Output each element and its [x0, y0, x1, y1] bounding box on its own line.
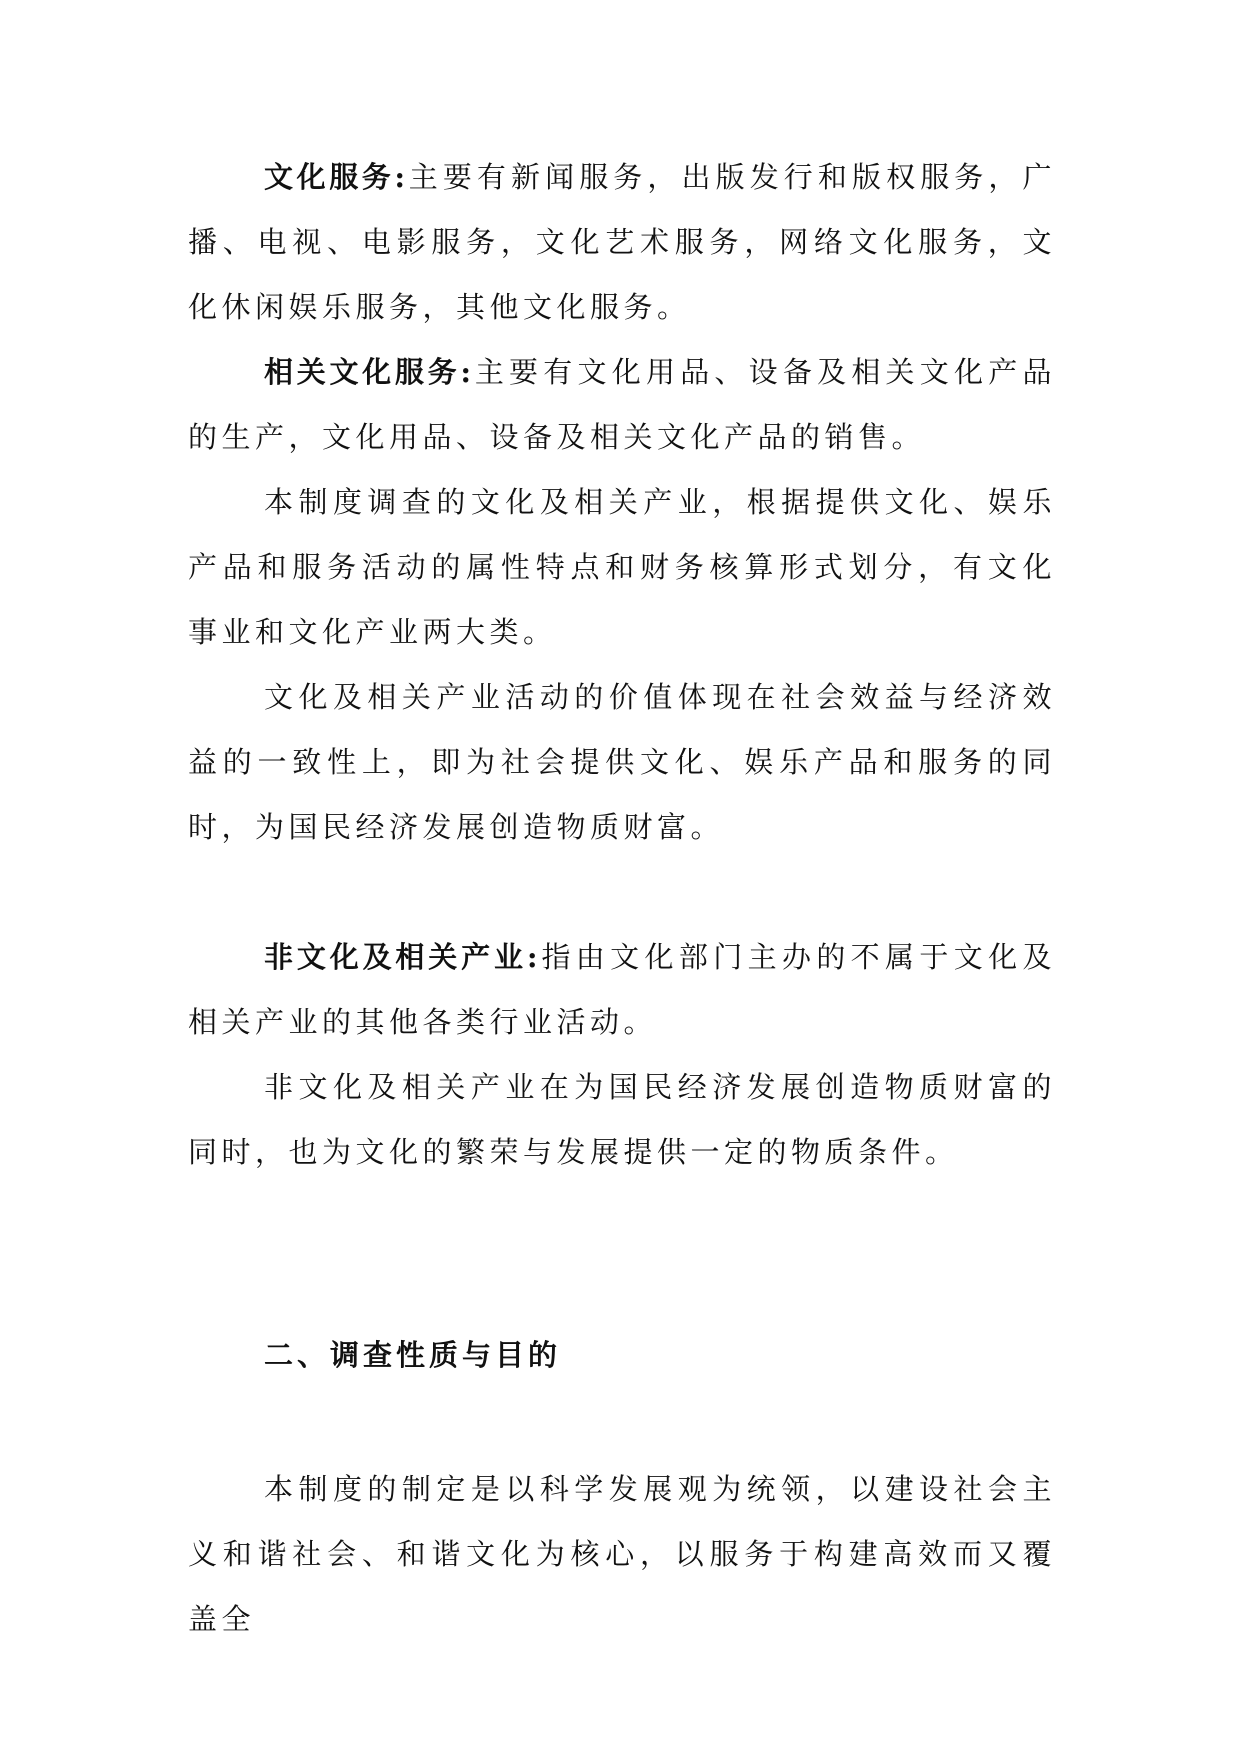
- paragraph-text: 非文化及相关产业在为国民经济发展创造物质财富的同时，也为文化的繁荣与发展提供一定的物质条件。: [188, 1070, 1056, 1169]
- paragraph-non-cultural-role: [188, 1055, 1056, 1185]
- paragraph-cultural-services: [188, 145, 1056, 340]
- term-cultural-services: 文化服务: [264, 160, 395, 194]
- paragraph-text: 主要有文化用品、设备及相关文化产品的生产，文化用品、设备及相关文化产品的销售。: [188, 355, 1056, 454]
- term-separator: :: [526, 940, 541, 974]
- term-separator: :: [394, 160, 409, 194]
- paragraph-survey-scope: [188, 470, 1056, 665]
- term-non-cultural-industries: 非文化及相关产业: [264, 940, 527, 974]
- paragraph-closing: [188, 1457, 1056, 1652]
- term-related-cultural-services: 相关文化服务: [264, 355, 461, 389]
- paragraph-text: 指由文化部门主办的不属于文化及相关产业的其他各类行业活动。: [188, 940, 1056, 1039]
- paragraph-text: 本制度调查的文化及相关产业，根据提供文化、娱乐产品和服务活动的属性特点和财务核算形式划分，有文化事业和文化产业两大类。: [188, 485, 1056, 649]
- section-heading: 二、调查性质与目的: [264, 1338, 562, 1372]
- term-separator: :: [460, 355, 475, 389]
- paragraph-non-cultural-industries: [188, 925, 1056, 1055]
- paragraph-text: 主要有新闻服务，出版发行和版权服务，广播、电视、电影服务，文化艺术服务，网络文化服务，文化休闲娱乐服务，其他文化服务。: [188, 160, 1056, 324]
- paragraph-related-cultural-services: [188, 340, 1056, 470]
- paragraph-value: [188, 665, 1056, 860]
- paragraph-text: 文化及相关产业活动的价值体现在社会效益与经济效益的一致性上，即为社会提供文化、娱乐产品和服务的同时，为国民经济发展创造物质财富。: [188, 680, 1056, 844]
- paragraph-text: 本制度的制定是以科学发展观为统领，以建设社会主义和谐社会、和谐文化为核心，以服务于构建高效而又覆盖全: [188, 1472, 1056, 1636]
